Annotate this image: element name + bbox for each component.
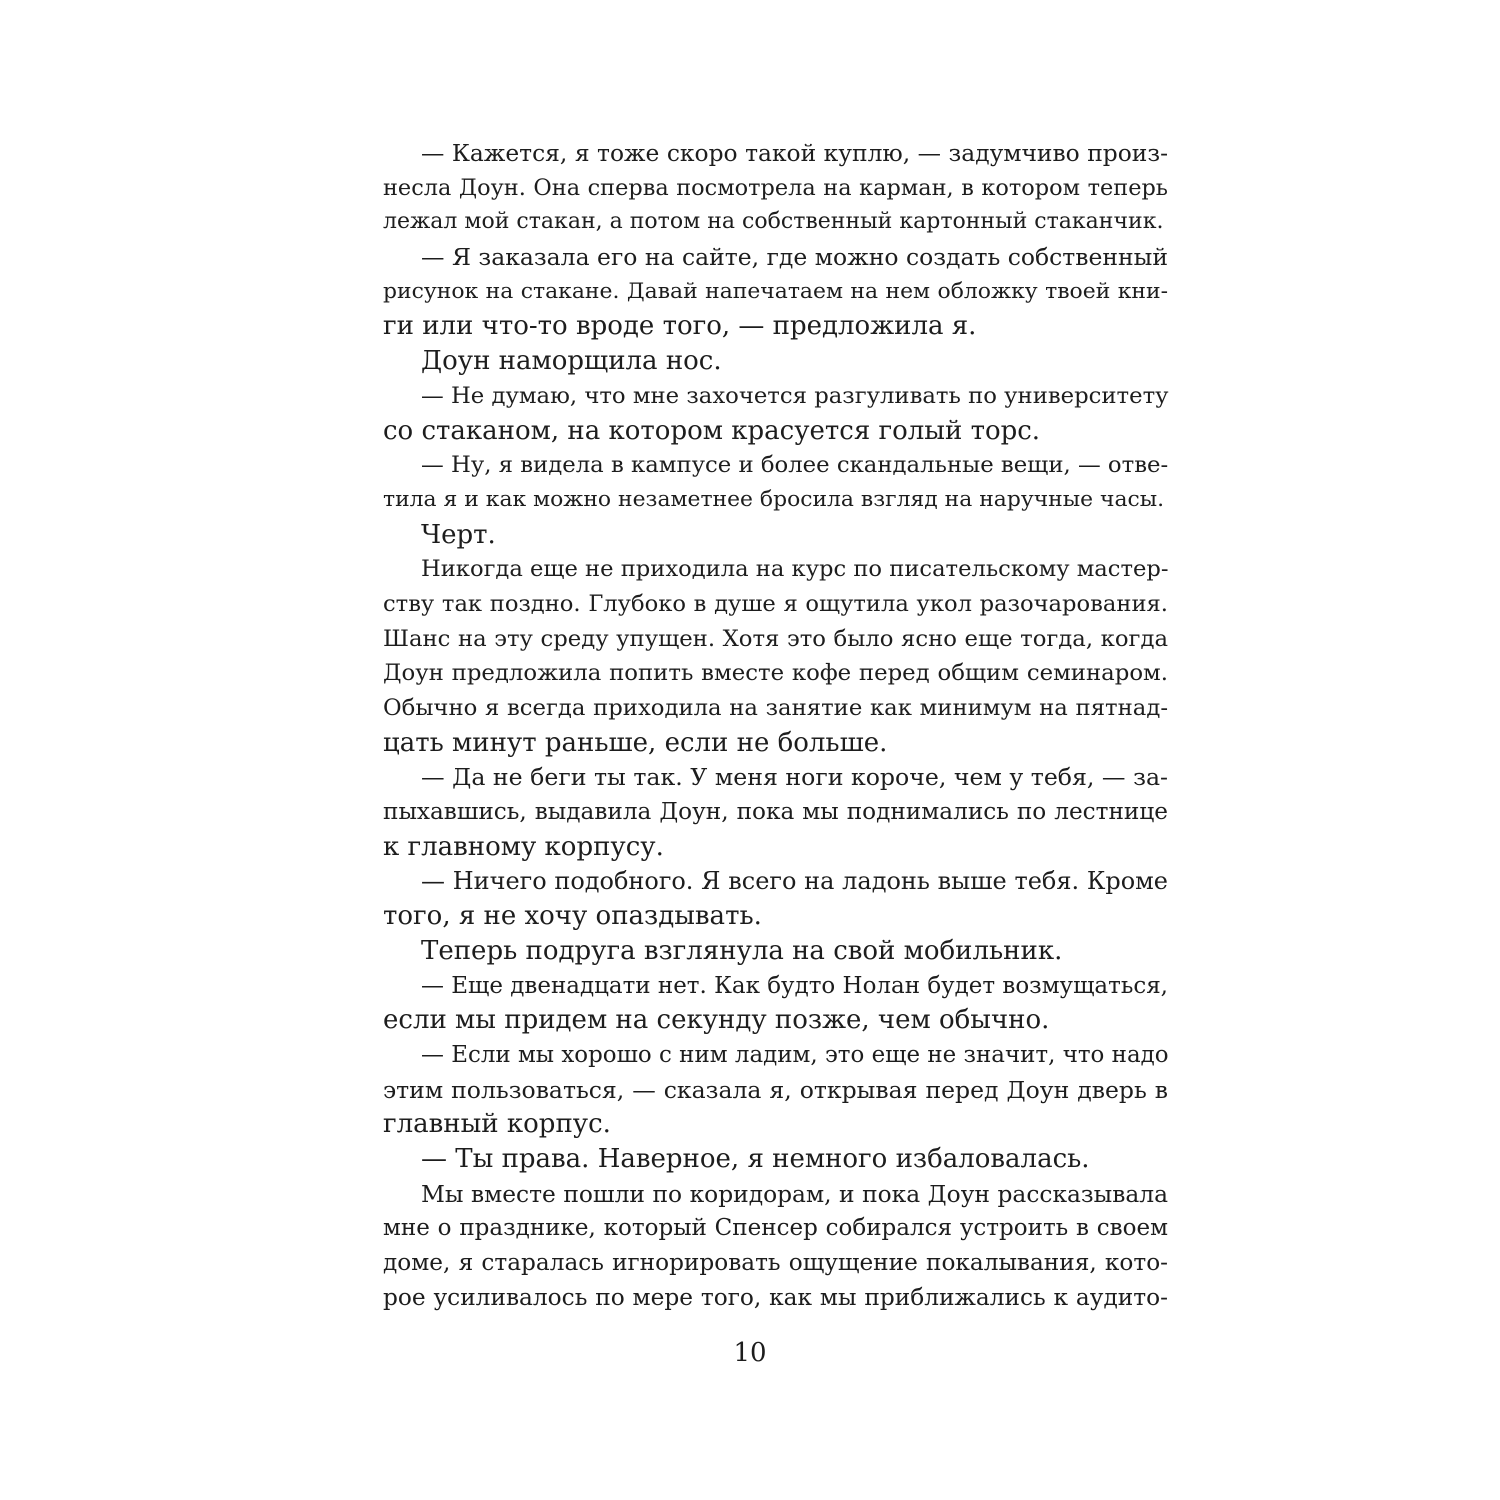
text-line: Шанс на эту среду упущен. Хотя это было ясно еще тогда, когда [383, 625, 1168, 652]
text-line: — Кажется, я тоже скоро такой куплю, — задумчиво произ- [421, 139, 1168, 167]
text-line: Доун наморщила нос. [421, 346, 722, 377]
text-line: — Ничего подобного. Я всего на ладонь выше тебя. Кроме [421, 867, 1168, 896]
text-line: — Я заказала его на сайте, где можно создать собственный [421, 243, 1168, 272]
text-line: цать минут раньше, если не больше. [383, 727, 888, 758]
text-line: главный корпус. [383, 1109, 611, 1140]
text-line: мне о празднике, который Спенсер собирался устроить в своем [383, 1215, 1168, 1242]
text-line: ству так поздно. Глубоко в душе я ощутила укол разочарования. [383, 590, 1168, 617]
text-line: несла Доун. Она сперва посмотрела на карман, в котором теперь [383, 174, 1168, 201]
text-line: доме, я старалась игнорировать ощущение покалывания, кото- [383, 1249, 1168, 1276]
body-text [383, 136, 1168, 1315]
page-number: 10 [733, 1338, 767, 1368]
text-line: Черт. [421, 519, 496, 550]
text-line: того, я не хочу опаздывать. [383, 901, 762, 932]
text-line: — Еще двенадцати нет. Как будто Нолан будет возмущаться, [421, 972, 1168, 999]
text-line: Теперь подруга взглянула на свой мобильник. [421, 935, 1063, 966]
text-line: рое усиливалось по мере того, как мы приближались к аудито- [383, 1283, 1168, 1311]
text-line: если мы придем на секунду позже, чем обычно. [383, 1005, 1050, 1036]
text-line: ги или что-то вроде того, — предложила я. [383, 311, 977, 342]
text-line: — Ты права. Наверное, я немного избаловалась. [421, 1143, 1090, 1174]
text-line: к главному корпусу. [383, 831, 664, 862]
text-line: рисунок на стакане. Давай напечатаем на нем обложку твоей кни- [383, 278, 1168, 304]
text-line: Обычно я всегда приходила на занятие как минимум на пятнад- [383, 695, 1168, 721]
text-line: — Не думаю, что мне захочется разгуливать по университету [421, 382, 1169, 409]
text-line: пыхавшись, выдавила Доун, пока мы поднимались по лестнице [383, 798, 1168, 826]
text-line: Мы вместе пошли по коридорам, и пока Доун рассказывала [421, 1179, 1168, 1208]
text-line: — Да не беги ты так. У меня ноги короче, чем у тебя, — за- [421, 763, 1168, 792]
text-line: тила я и как можно незаметнее бросила взгляд на наручные часы. [383, 486, 1165, 512]
text-line: со стаканом, на котором красуется голый торс. [383, 415, 1041, 446]
text-line: лежал мой стакан, а потом на собственный картонный стаканчик. [383, 209, 1164, 235]
text-line: Доун предложила попить вместе кофе перед общим семинаром. [383, 660, 1168, 687]
text-line: Никогда еще не приходила на курс по писательскому мастер- [421, 556, 1169, 583]
text-line: — Ну, я видела в кампусе и более скандальные вещи, — отве- [421, 452, 1169, 479]
text-line: — Если мы хорошо с ним ладим, это еще не значит, что надо [421, 1041, 1169, 1068]
text-line: этим пользоваться, — сказала я, открывая перед Доун дверь в [383, 1075, 1168, 1104]
